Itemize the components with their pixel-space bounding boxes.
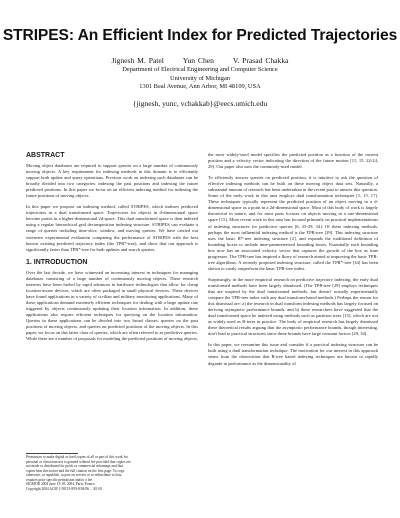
paper-title: STRIPES: An Efficient Index for Predicted Trajectories [2,27,398,44]
footnote-line: Permission to make digital or hard copies of all or part of this work for [26,455,128,459]
footnote-line: requires prior specific permission and/or a fee. [26,477,93,482]
affiliation-department: Department of Electrical Engineering and Computer Science [122,66,278,73]
affiliation-university: University of Michigan [170,74,230,82]
introduction-paragraph: Over the last decade, we have witnessed an increasing interest in techniques for managing databases consisting of a large number of continuously moving objects. These research interests have been fueled by rapid advances in hardware technologies that allow for cheap location-aware devices, which are often packaged in small physical devices. These devices have found applications in a variety of civilian and military monitoring applications. Many of these applications demand extremely efficient techniques for dealing with a large update rate triggered by objects continuously updating their location information. In addition, these applications also require efficient techniques for querying on the location information. Queries in these applications can be divided into two broad classes: queries on the past positions of moving objects, and queries on predicted positions of the moving objects. In this paper, we focus on this latter class of queries, which are often referred to as predictive queries. While there are a number of proposals for modeling the predicted positions of moving objects, [26,269,198,342]
author-list [0,56,400,65]
right-column [208,152,378,369]
copyright-footnote [26,455,198,491]
body-paragraph: Surprisingly, in the more empirical research on predictive trajectory indexing, the early dual transformed methods have been largely dismissed. (The TPR-tree [29] employs techniques that are inspired by the dual transformed methods, but doesn't actually experimentally compare the TPR-tree index with any dual transform-based methods.) Perhaps the reason for this dismissal are: a) the research in dual transform indexing methods has largely focused on deriving asymptotic performance bounds, and b) these researchers have suggested that the dual transformed space be indexed using methods such as partition trees [15], which are not as widely used as R-trees in practice. The body of empirical research has largely dismissed these theoretical results arguing that the asymptotic performance bounds, though interesting, don't lead to practical structures since these bounds have large constant factors [29, 34]. [208,276,378,337]
footnote-line: personal or classroom use is granted without fee provided that copies are [26,459,131,464]
abstract-paragraph: Moving object databases are required to support queries on a large number of continuously moving objects. A key requirement for indexing methods in this domain is to efficiently support both update and query operations. Previous work on indexing such databases can be broadly divided into two categories: indexing the past positions and indexing the future predicted positions. In this paper we focus on an efficient indexing method for indexing the future positions of moving objects. [26,163,198,199]
footnote-line: copies bear this notice and the full citation on the first page. To copy [26,468,125,473]
footnote-divider [26,453,78,454]
body-paragraph: To efficiently answer queries on predicted position, it is intuitive to ask the question of effective indexing methods can be built on these moving object data sets. Naturally, a substantial amount of research has been undertaken in the recent past to answer this question. Some of the early work in this area employs dual transformation techniques [1, 15, 17]. These techniques typically represent the predicted position of an object moving in a d-dimensional space as a point in a 2d-dimensional space. Most of this body of work is largely theoretical in nature, and for most parts focuses on objects moving in a one-dimensional space [15]. More recent work in this area has focused primarily on practical implementations of indexing structures for predictive queries [6, 25-29, 34]. Of these indexing methods, perhaps the most influential indexing method is the TPR-tree [29]. This indexing structure uses the basic R*-tree indexing structure [2], and expands the traditional definition of bounding boxes to include time-parameterized bounding boxes. Essentially each bounding box now has an associated velocity vector that captures the growth of the box as time progresses. The TPR-tree has inspired a flurry of research aimed at improving the basic TPR-tree algorithms. A recently proposed indexing structure, called the TPR*-tree [34] has been shown to vastly outperform the basic TPR-tree index. [208,175,378,271]
footnote-line: SIGMOD 2004 June 13-18, 2004, Paris, France. [26,482,96,487]
author-name: Jignesh M. Patel [111,56,164,65]
author-name: V. Prasad Chakka [232,56,289,65]
footnote-line: Copyright 2004 ACM 1-58113-859-8/04/06 ... $5.00. [26,486,103,491]
affiliation-block [0,66,400,92]
abstract-heading: ABSTRACT [26,152,65,159]
affiliation-address: 1301 Beal Avenue, Ann Arbor, MI 48109, USA [139,83,261,91]
author-emails: {jignesh, yunc, vchakkab}@eecs.umich.edu [132,99,268,108]
body-paragraph: the most widely-used model specifies the predicted position as a function of the current position and a velocity vector indicating the direction of the future motion [11, 15, 22-24, 29]. Our paper also uses the commonly-used model. [208,152,378,170]
footnote-line: not made or distributed for profit or commercial advantage and that [26,464,123,469]
body-paragraph: In this paper, we reexamine this issue and consider if a practical indexing structure can be built using a dual transformation technique. The motivation for our interest in this approach stems from the observation that R-tree based indexing techniques are known to rapidly degrade in performance as the dimensionality of [208,342,378,366]
footnote-line: otherwise, or republish, to post on servers or to redistribute to lists, [26,473,123,478]
left-column [26,152,198,344]
author-name: Yun Chen [182,56,214,65]
abstract-paragraph: In this paper we propose an indexing method, called STRIPES, which indexes predicted trajectories in a dual transformed space. Trajectories for objects in d-dimensional space become points in a higher-dimensional 2d-space. This dual transformed space is then indexed using a regular hierarchical grid decomposition indexing structure. STRIPES can evaluate a range of queries including time-slice, window, and moving queries. We have carried out extensive experimental evaluation comparing the performance of STRIPES with the best known existing predicted trajectory index (the TPR*-tree), and show that our approach is significantly faster than TPR*-tree for both updates and search queries. [26,204,198,252]
introduction-heading: 1. INTRODUCTION [26,258,88,266]
